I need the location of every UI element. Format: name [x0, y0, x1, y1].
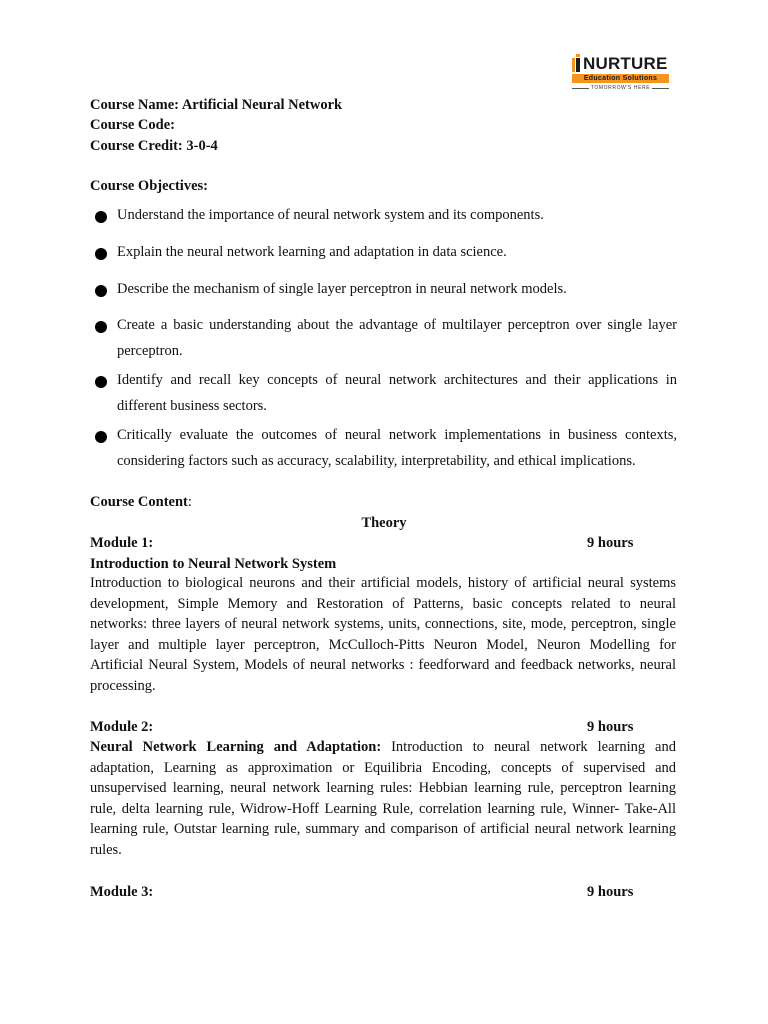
module-1-label: Module 1:: [90, 535, 154, 551]
bullet-icon: [95, 321, 107, 333]
bullet-icon: [95, 376, 107, 388]
inurture-logo: [572, 52, 672, 92]
module-2-body: Introduction to neural network learning and adaptation, Learning as approximation or Equilibria Encoding, concepts of supervised and unsupervised learning, neural network learning rules: Hebbian learning rule, perceptron learning rule, delta learning rule, Widrow-Hoff Learning Rule, correlation learning rule, Winner- Take-All learning rule, Outstar learning rule, summary and comparison of artificial neural network learning rules.: [90, 739, 676, 858]
objectives-heading: Course Objectives:: [90, 178, 208, 194]
logo-tagline: [572, 85, 669, 91]
course-code: Course Code:: [90, 117, 175, 133]
module-3-label: Module 3:: [90, 884, 154, 900]
objective-item: Critically evaluate the outcomes of neural network implementations in business contexts, considering factors such as accuracy, scalability, interpretability, and ethical implications.: [117, 427, 677, 469]
module-1-title: Introduction to Neural Network System: [90, 556, 337, 572]
course-credit: Course Credit: 3-0-4: [90, 138, 218, 154]
objective-item: Explain the neural network learning and adaptation in data science.: [117, 244, 507, 260]
bullet-icon: [95, 285, 107, 297]
module-3-hours: 9 hours: [587, 884, 634, 900]
module-2-label: Module 2:: [90, 719, 154, 735]
theory-label: Theory: [361, 515, 407, 531]
course-name: Course Name: Artificial Neural Network: [90, 97, 343, 113]
module-1-body: Introduction to biological neurons and their artificial models, history of artificial neural systems development, Simple Memory and Restoration of Patterns, basic concepts related to neural networks: three layers of neural network systems, units, connections, site, mode, perceptron, single layer and multiple layer perceptron, McCulloch-Pitts Neuron Model, Neuron Modelling for Artificial Neural System, Models of neural networks : feedforward and feedback networks, neural processing.: [90, 575, 676, 694]
module-1-hours: 9 hours: [587, 535, 634, 551]
bullet-icon: [95, 211, 107, 223]
module-2-title: Neural Network Learning and Adaptation:: [90, 739, 382, 755]
module-2-body-block: [90, 737, 676, 861]
objective-item: Understand the importance of neural network system and its components.: [117, 207, 544, 223]
course-content-heading: [90, 493, 192, 511]
course-content-label: Course Content: [90, 494, 188, 510]
bullet-icon: [95, 248, 107, 260]
logo-tagline-text: TOMORROW'S HERE: [590, 85, 651, 91]
logo-mark-icon: [572, 54, 582, 72]
objective-item: Describe the mechanism of single layer perceptron in neural network models.: [117, 281, 567, 297]
logo-wordmark: NURTURE: [583, 54, 668, 73]
module-2-hours: 9 hours: [587, 719, 634, 735]
bullet-icon: [95, 431, 107, 443]
logo-band: Education Solutions: [572, 74, 669, 83]
objective-item: Identify and recall key concepts of neural network architectures and their applications in different business sectors.: [117, 372, 677, 414]
course-content-colon: :: [187, 494, 192, 510]
objective-item: Create a basic understanding about the advantage of multilayer perceptron over single layer perceptron.: [117, 317, 677, 359]
